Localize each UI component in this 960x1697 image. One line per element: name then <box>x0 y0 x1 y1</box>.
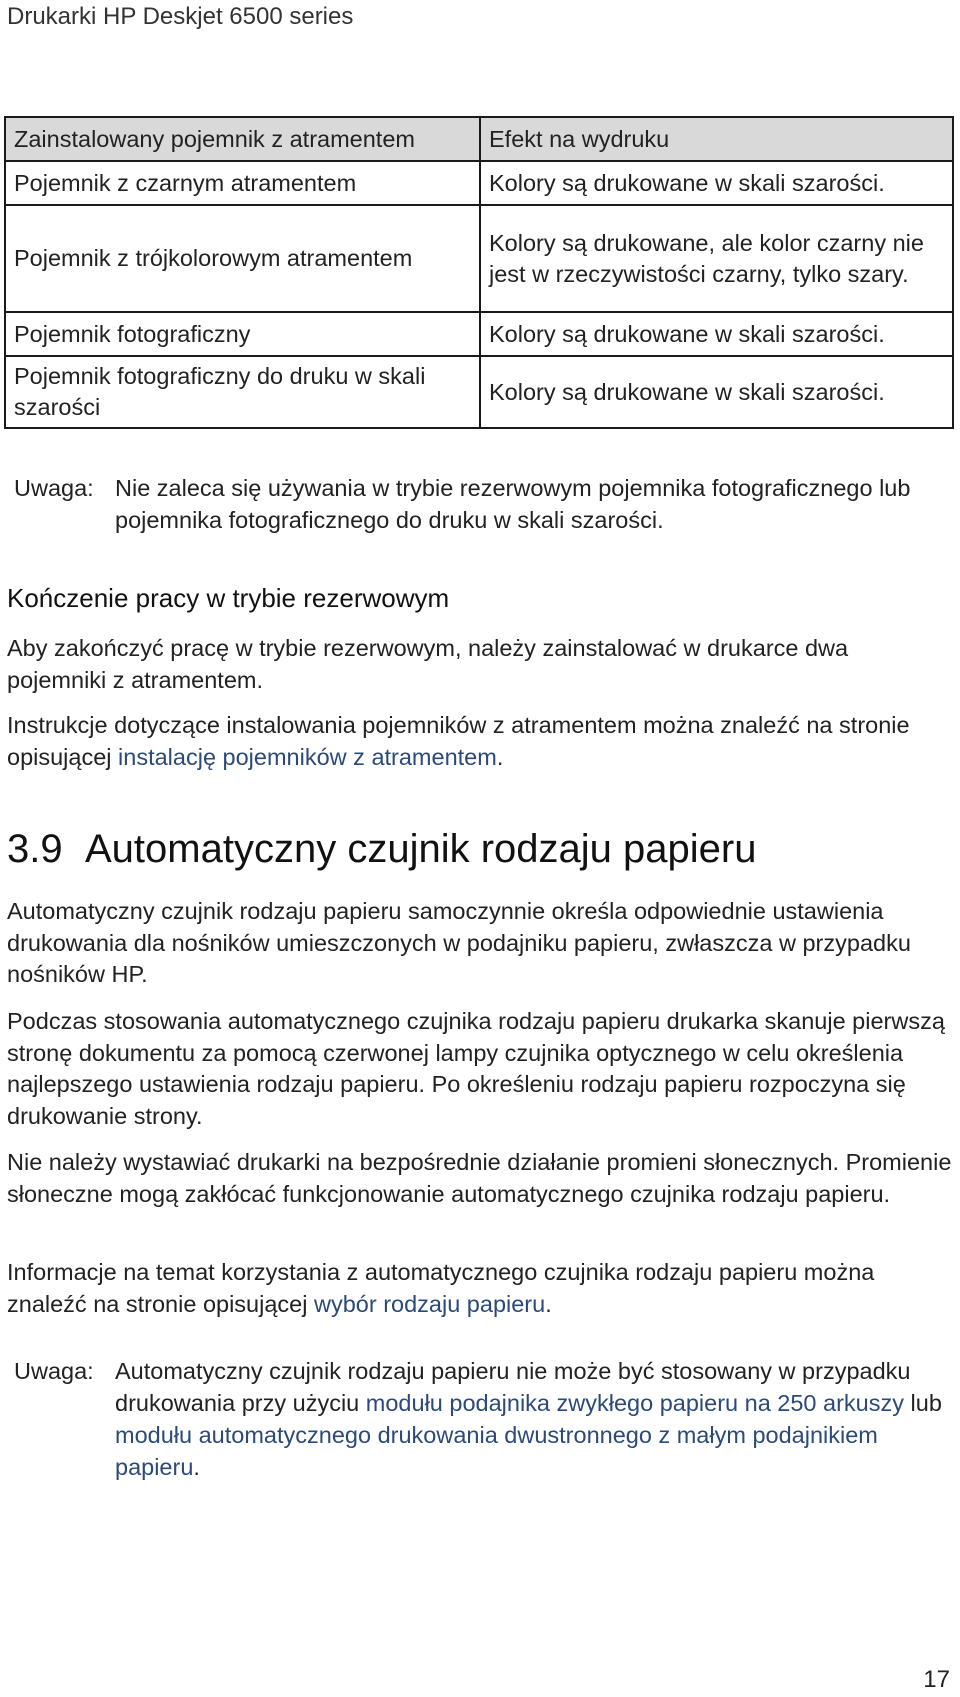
effect-cell: Kolory są drukowane w skali szarości. <box>480 312 953 356</box>
section-heading-exit-reserve: Kończenie pracy w trybie rezerwowym <box>7 583 450 613</box>
paragraph: Podczas stosowania automatycznego czujnika rodzaju papieru drukarka skanuje pierwszą stronę dokumentu za pomocą czerwonej lampy czujnika optycznego w celu określenia najlepszego ustawienia rodzaju papieru. Po określeniu rodzaju papieru rozpoczyna się drukowanie strony. <box>7 1008 945 1129</box>
paragraph: Nie należy wystawiać drukarki na bezpośrednie działanie promieni słonecznych. Promienie słoneczne mogą zakłócać funkcjonowanie automatycznego czujnika rodzaju papieru. <box>7 1149 952 1207</box>
note-label: Uwaga: <box>14 475 94 501</box>
paper-type-link[interactable]: wybór rodzaju papieru <box>313 1290 546 1317</box>
note-label: Uwaga: <box>14 1358 94 1384</box>
table-row <box>5 205 953 312</box>
effect-cell: Kolory są drukowane w skali szarości. <box>480 356 953 428</box>
effect-cell: Kolory są drukowane, ale kolor czarny nie jest w rzeczywistości czarny, tylko szary. <box>480 205 953 312</box>
paragraph-text: Informacje na temat korzystania z automatycznego czujnika rodzaju papieru można znaleźć na stronie opisującej <box>7 1259 875 1317</box>
cartridge-cell: Pojemnik z czarnym atramentem <box>5 161 480 205</box>
note-text-part: Automatyczny czujnik rodzaju papieru nie może być stosowany w przypadku drukowania przy użyciu <box>115 1358 911 1416</box>
note-text <box>115 1355 960 1483</box>
paragraph: Automatyczny czujnik rodzaju papieru samoczynnie określa odpowiednie ustawienia drukowania dla nośników umieszczonych w podajniku papieru, zwłaszcza w przypadku nośników HP. <box>7 898 911 987</box>
paragraph-text: Instrukcje dotyczące instalowania pojemników z atramentem można znaleźć na stronie opisującej <box>7 712 910 770</box>
duplex-module-link[interactable]: modułu automatycznego drukowania dwustronnego z małym podajnikiem papieru <box>115 1422 878 1480</box>
effect-cell: Kolory są drukowane w skali szarości. <box>480 161 953 205</box>
note-text: Nie zaleca się używania w trybie rezerwowym pojemnika fotograficznego lub pojemnika fotograficznego do druku w skali szarości. <box>115 475 911 533</box>
column-header-cartridge: Zainstalowany pojemnik z atramentem <box>5 117 480 161</box>
note-text-part: lub <box>904 1390 942 1416</box>
paragraph-end: . <box>545 1290 552 1317</box>
paragraph: Aby zakończyć pracę w trybie rezerwowym, należy zainstalować w drukarce dwa pojemniki z atramentem. <box>7 635 849 693</box>
paragraph-end: . <box>496 743 504 770</box>
section-title <box>7 827 756 872</box>
cartridge-cell: Pojemnik fotograficzny do druku w skali szarości <box>5 356 480 428</box>
cartridge-cell: Pojemnik z trójkolorowym atramentem <box>5 205 480 312</box>
table-row <box>5 161 953 205</box>
paragraph-paper-type-link <box>7 1257 952 1320</box>
tray-module-link[interactable]: modułu podajnika zwykłego papieru na 250 arkuszy <box>365 1390 904 1416</box>
page-number: 17 <box>923 1666 950 1693</box>
table-header-row <box>5 117 953 161</box>
running-header: Drukarki HP Deskjet 6500 series <box>7 3 354 30</box>
paragraph-install-link <box>7 710 952 773</box>
note-text-part: . <box>193 1454 200 1480</box>
column-header-effect: Efekt na wydruku <box>480 117 953 161</box>
ink-cartridge-table <box>4 116 954 429</box>
section-title-text: Automatyczny czujnik rodzaju papieru <box>85 827 757 871</box>
install-cartridges-link[interactable]: instalację pojemników z atramentem <box>118 743 497 770</box>
cartridge-cell: Pojemnik fotograficzny <box>5 312 480 356</box>
table-row <box>5 312 953 356</box>
table-row <box>5 356 953 428</box>
section-number: 3.9 <box>7 827 63 871</box>
